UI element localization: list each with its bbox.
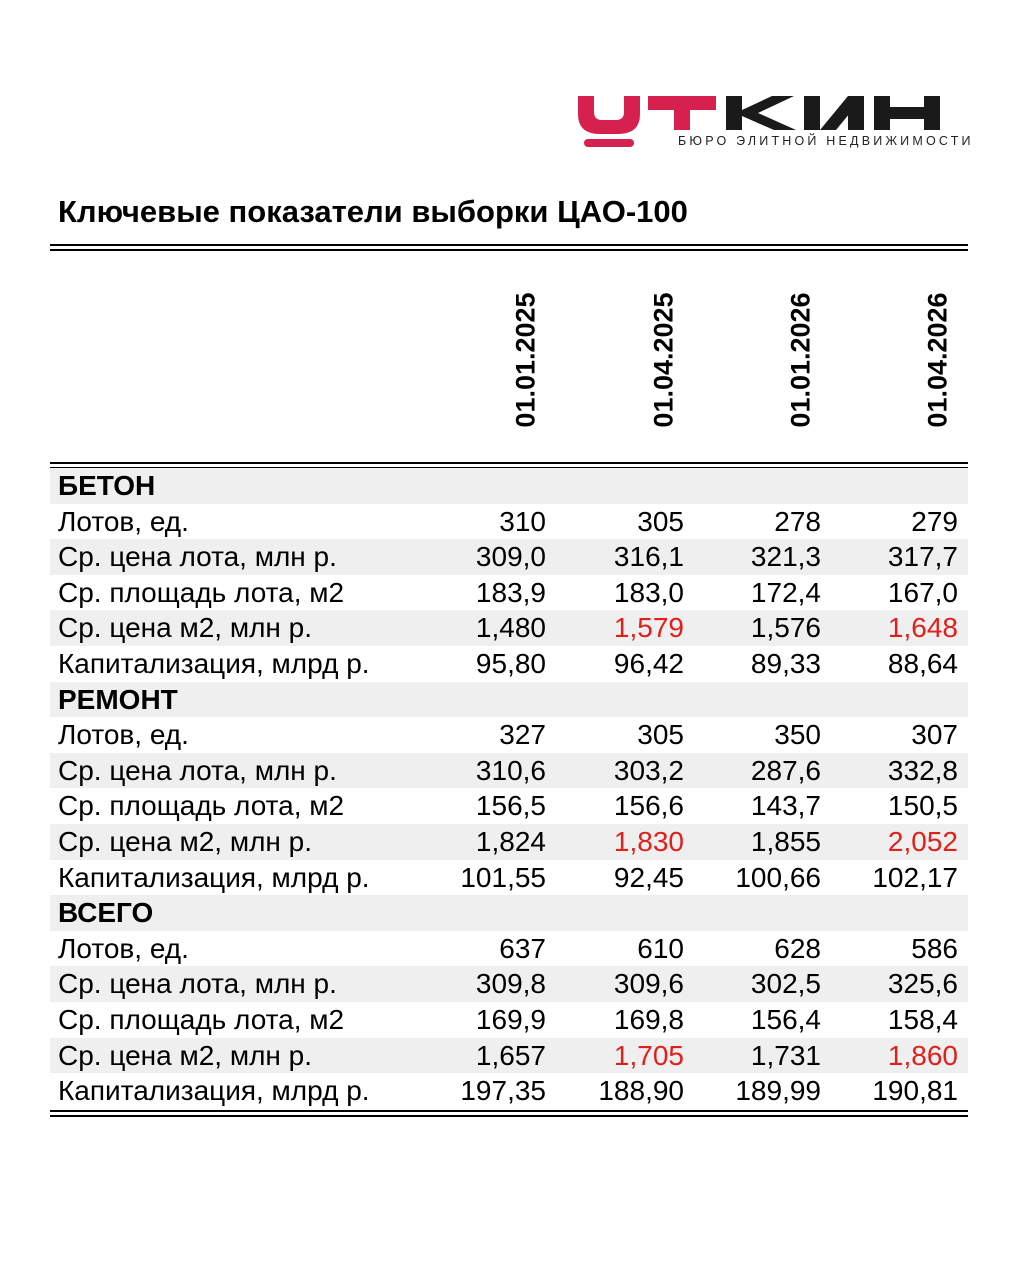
cell-value: 309,0 [475, 541, 546, 573]
table-row [50, 931, 968, 967]
header-rule-top [50, 462, 968, 464]
cell-value: 309,6 [613, 968, 684, 1000]
row-label: Лотов, ед. [58, 719, 189, 751]
cell-value: 1,657 [475, 1039, 546, 1071]
cell-value: 95,80 [475, 647, 546, 679]
section-title: БЕТОН [58, 470, 156, 501]
row-label: Ср. площадь лота, м2 [58, 790, 345, 822]
row-label: Ср. цена лота, млн р. [58, 754, 337, 786]
table-row [50, 1073, 968, 1109]
cell-value: 190,81 [872, 1075, 958, 1107]
cell-value: 317,7 [887, 541, 958, 573]
cell-value: 197,35 [460, 1075, 546, 1107]
cell-value: 158,4 [887, 1003, 958, 1035]
cell-value: 305 [637, 719, 684, 751]
cell-value: 1,824 [475, 825, 546, 857]
table-row [50, 504, 968, 540]
section-header [50, 682, 968, 718]
cell-value: 188,90 [598, 1075, 684, 1107]
cell-value: 325,6 [887, 968, 958, 1000]
brand-logo [576, 88, 974, 150]
date-label: 01.01.2026 [785, 292, 816, 428]
cell-value: 279 [911, 505, 958, 537]
row-label: Лотов, ед. [58, 932, 189, 964]
cell-value: 310,6 [475, 754, 546, 786]
cell-value: 628 [774, 932, 821, 964]
cell-value: 316,1 [613, 541, 684, 573]
cell-value: 278 [774, 505, 821, 537]
row-label: Капитализация, млрд р. [58, 647, 370, 679]
cell-value: 1,731 [750, 1039, 821, 1071]
cell-value: 183,0 [613, 576, 684, 608]
section-header [50, 468, 968, 504]
cell-value: 92,45 [613, 861, 684, 893]
cell-value: 1,830 [613, 825, 684, 857]
title-rule-top [50, 244, 968, 246]
table-row [50, 717, 968, 753]
cell-value: 156,5 [475, 790, 546, 822]
row-label: Капитализация, млрд р. [58, 861, 370, 893]
table-row [50, 575, 968, 611]
cell-value: 167,0 [887, 576, 958, 608]
cell-value: 183,9 [475, 576, 546, 608]
table-row [50, 1002, 968, 1038]
cell-value: 309,8 [475, 968, 546, 1000]
table-row [50, 1038, 968, 1074]
table-row [50, 788, 968, 824]
table-row [50, 646, 968, 682]
date-label: 01.01.2025 [510, 292, 541, 428]
cell-value: 101,55 [460, 861, 546, 893]
cell-value: 610 [637, 932, 684, 964]
cell-value: 332,8 [887, 754, 958, 786]
row-label: Капитализация, млрд р. [58, 1075, 370, 1107]
cell-value: 156,6 [613, 790, 684, 822]
cell-value: 321,3 [750, 541, 821, 573]
cell-value: 1,480 [475, 612, 546, 644]
row-label: Ср. цена лота, млн р. [58, 541, 337, 573]
cell-value: 637 [499, 932, 546, 964]
cell-value: 586 [911, 932, 958, 964]
section-title: РЕМОНТ [58, 683, 178, 715]
cell-value: 1,648 [887, 612, 958, 644]
table-rule-bottom-1 [50, 1110, 968, 1112]
cell-value: 156,4 [750, 1003, 821, 1035]
cell-value: 1,855 [750, 825, 821, 857]
cell-value: 189,99 [735, 1075, 821, 1107]
cell-value: 327 [499, 719, 546, 751]
cell-value: 350 [774, 719, 821, 751]
cell-value: 172,4 [750, 576, 821, 608]
cell-value: 305 [637, 505, 684, 537]
row-label: Ср. цена м2, млн р. [58, 1039, 313, 1071]
table-row [50, 539, 968, 575]
cell-value: 96,42 [613, 647, 684, 679]
table-row [50, 610, 968, 646]
cell-value: 302,5 [750, 968, 821, 1000]
table-rule-bottom-2 [50, 1115, 968, 1117]
indicators-table [50, 468, 968, 1109]
date-label: 01.04.2025 [648, 292, 679, 428]
cell-value: 150,5 [887, 790, 958, 822]
table-row [50, 824, 968, 860]
row-label: Лотов, ед. [58, 505, 189, 537]
row-label: Ср. цена лота, млн р. [58, 968, 337, 1000]
cell-value: 102,17 [872, 861, 958, 893]
cell-value: 1,579 [613, 612, 684, 644]
cell-value: 1,576 [750, 612, 821, 644]
cell-value: 2,052 [887, 825, 958, 857]
cell-value: 287,6 [750, 754, 821, 786]
row-label: Ср. площадь лота, м2 [58, 576, 345, 608]
cell-value: 169,8 [613, 1003, 684, 1035]
table-row [50, 753, 968, 789]
row-label: Ср. цена м2, млн р. [58, 612, 313, 644]
cell-value: 169,9 [475, 1003, 546, 1035]
page-title: Ключевые показатели выборки ЦАО-100 [58, 194, 688, 229]
table-row [50, 966, 968, 1002]
cell-value: 1,705 [613, 1039, 684, 1071]
cell-value: 100,66 [735, 861, 821, 893]
section-title: ВСЕГО [58, 897, 154, 929]
column-headers [50, 258, 968, 463]
section-header [50, 895, 968, 931]
cell-value: 303,2 [613, 754, 684, 786]
logo-subtitle: БЮРО ЭЛИТНОЙ НЕДВИЖИМОСТИ [678, 134, 974, 148]
cell-value: 88,64 [887, 647, 958, 679]
cell-value: 307 [911, 719, 958, 751]
date-label: 01.04.2026 [922, 292, 953, 428]
cell-value: 310 [499, 505, 546, 537]
title-rule-bottom [50, 249, 968, 251]
cell-value: 89,33 [750, 647, 821, 679]
row-label: Ср. площадь лота, м2 [58, 1003, 345, 1035]
row-label: Ср. цена м2, млн р. [58, 825, 313, 857]
cell-value: 1,860 [887, 1039, 958, 1071]
table-row [50, 860, 968, 896]
cell-value: 143,7 [750, 790, 821, 822]
